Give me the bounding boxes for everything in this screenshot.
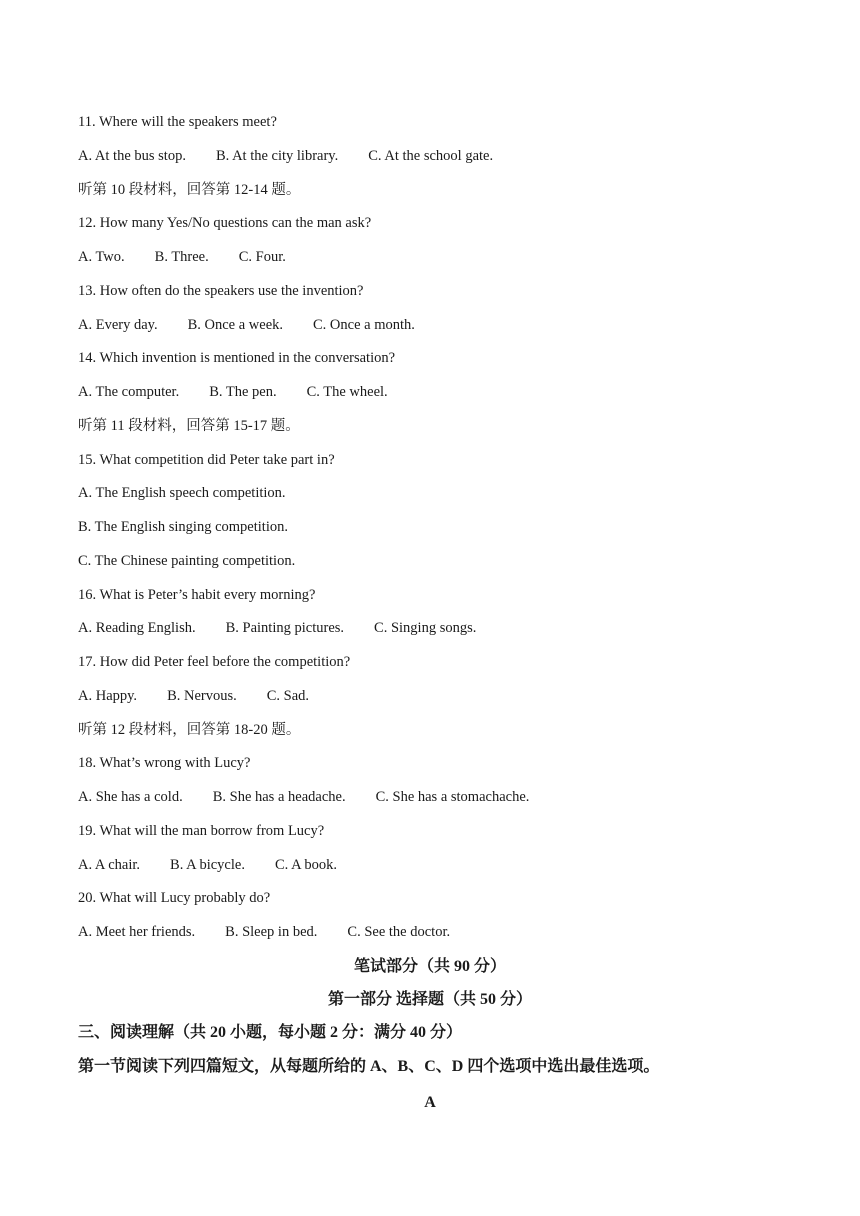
- section-instruction: 听第 12 段材料，回答第 18-20 题。: [78, 721, 301, 738]
- answer-option: B. Sleep in bed.: [225, 924, 318, 940]
- section-instruction: 听第 11 段材料，回答第 15-17 题。: [78, 417, 300, 434]
- answer-options: [78, 147, 493, 165]
- answer-option: C. Four.: [238, 249, 286, 265]
- answer-options: [78, 619, 476, 637]
- answer-option: A. Happy.: [78, 687, 138, 704]
- question-text: 11. Where will the speakers meet?: [78, 114, 277, 130]
- question-text: 17. How did Peter feel before the competition?: [78, 654, 351, 670]
- answer-option: C. Singing songs.: [374, 620, 477, 637]
- answer-options: [78, 923, 450, 941]
- answer-option: C. See the doctor.: [347, 924, 451, 940]
- answer-options: [78, 248, 286, 266]
- answer-option: C. Sad.: [266, 687, 310, 704]
- question-text: C. The Chinese painting competition.: [78, 552, 296, 569]
- answer-option: B. A bicycle.: [170, 856, 245, 873]
- answer-option: C. She has a stomachache.: [375, 789, 530, 805]
- answer-option: A. She has a cold.: [78, 789, 183, 805]
- answer-option: A. Reading English.: [78, 620, 196, 637]
- answer-option: A. Meet her friends.: [78, 924, 196, 940]
- answer-option: B. She has a headache.: [212, 789, 346, 805]
- answer-option: C. At the school gate.: [368, 147, 494, 164]
- question-text: 15. What competition did Peter take part in?: [78, 451, 335, 468]
- reading-instruction: 第一节阅读下列四篇短文，从每题所给的 A、B、C、D 四个选项中选出最佳选项。: [78, 1058, 660, 1075]
- part-one-heading: 第一部分 选择题（共 50 分）: [327, 991, 532, 1008]
- answer-option: B. Once a week.: [187, 316, 284, 333]
- question-text: 14. Which invention is mentioned in the conversation?: [78, 350, 396, 367]
- answer-option: B. The pen.: [209, 384, 277, 400]
- passage-label: A: [424, 1094, 436, 1111]
- answer-option: A. A chair.: [78, 856, 141, 873]
- answer-option: A. Every day.: [78, 316, 158, 333]
- answer-option: C. Once a month.: [313, 316, 415, 333]
- question-text: 13. How often do the speakers use the invention?: [78, 282, 364, 299]
- question-text: A. The English speech competition.: [78, 485, 286, 502]
- answer-options: [78, 687, 309, 705]
- question-text: 12. How many Yes/No questions can the man ask?: [78, 215, 372, 232]
- question-text: 18. What’s wrong with Lucy?: [78, 755, 251, 772]
- question-text: 20. What will Lucy probably do?: [78, 890, 271, 907]
- answer-option: C. The wheel.: [306, 384, 388, 400]
- answer-option: A. Two.: [78, 249, 125, 265]
- answer-option: B. Painting pictures.: [225, 620, 345, 637]
- answer-option: B. Nervous.: [167, 687, 237, 704]
- answer-option: B. At the city library.: [215, 147, 339, 164]
- question-text: 16. What is Peter’s habit every morning?: [78, 586, 316, 603]
- question-text: 19. What will the man borrow from Lucy?: [78, 822, 325, 839]
- answer-options: [78, 856, 337, 874]
- answer-option: C. A book.: [274, 856, 337, 873]
- answer-options: [78, 383, 388, 401]
- answer-option: B. Three.: [154, 249, 209, 265]
- question-text: B. The English singing competition.: [78, 519, 288, 535]
- answer-option: A. The computer.: [78, 384, 180, 400]
- answer-option: A. At the bus stop.: [78, 147, 186, 164]
- answer-options: [78, 316, 415, 334]
- section-three-heading: 三、阅读理解（共 20 小题，每小题 2 分：满分 40 分）: [78, 1024, 463, 1041]
- written-part-heading: 笔试部分（共 90 分）: [353, 958, 506, 975]
- answer-options: [78, 788, 529, 806]
- section-instruction: 听第 10 段材料，回答第 12-14 题。: [78, 181, 301, 198]
